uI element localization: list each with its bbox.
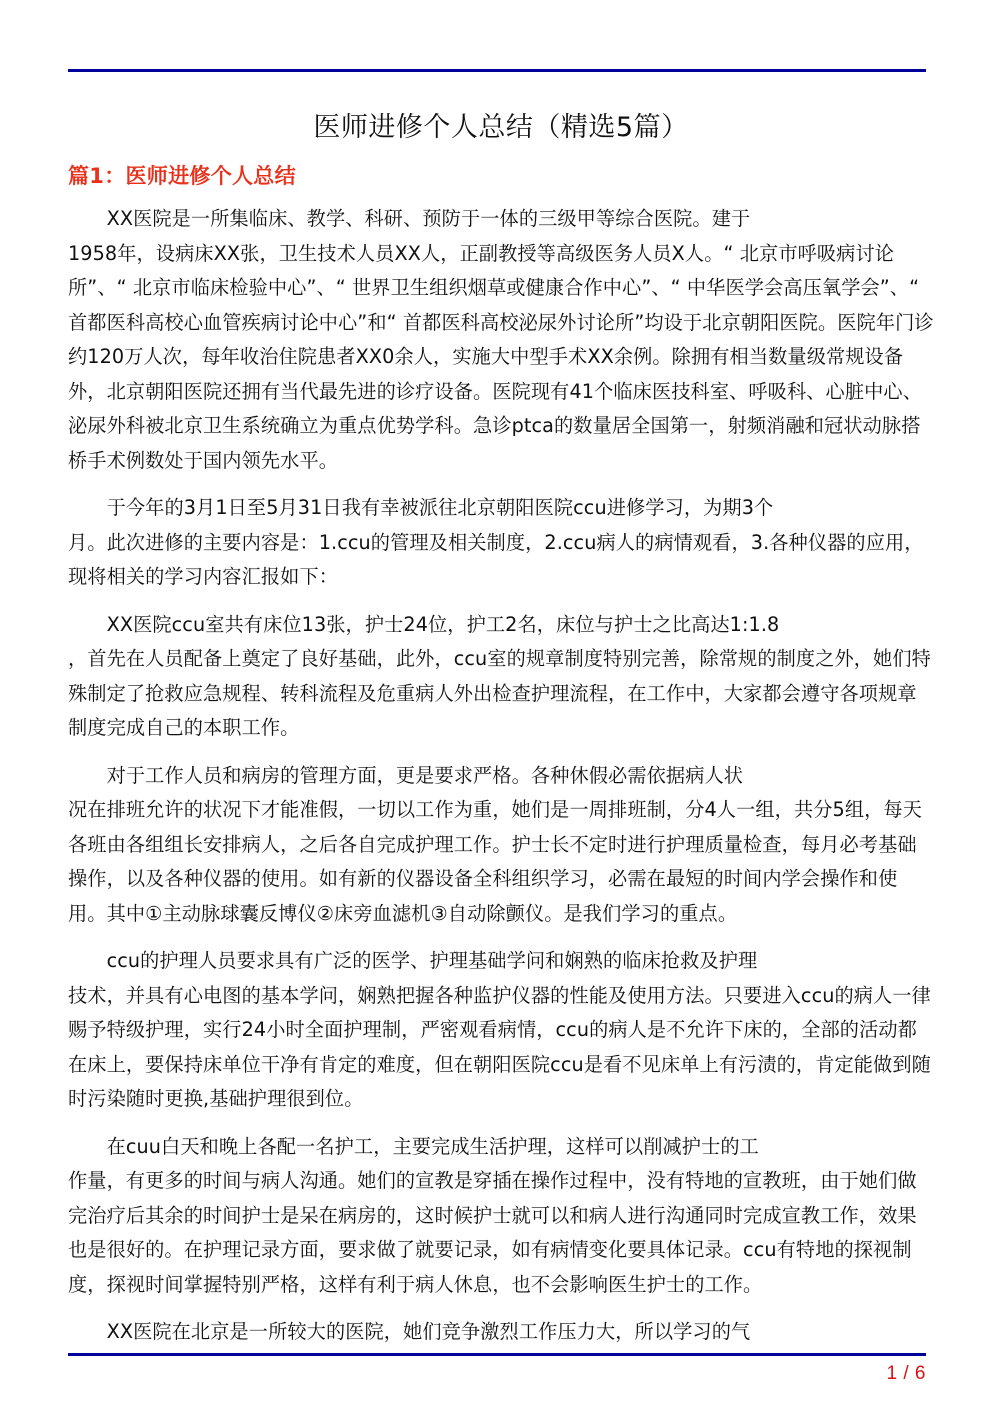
document-content xyxy=(68,108,934,1350)
paragraph-7 xyxy=(68,1315,934,1350)
paragraph-6 xyxy=(68,1130,934,1303)
paragraph-6-first-line: 在cuu白天和晚上各配一名护工，主要完成生活护理，这样可以削减护士的工 xyxy=(106,1134,759,1158)
header-rule xyxy=(68,69,926,72)
paragraph-6-body: 作量，有更多的时间与病人沟通。她们的宣教是穿插在操作过程中，没有特地的宣教班，由于她们做完治疗后其余的时间护士是呆在病房的，这时候护士就可以和病人进行沟通同时完成宣教工作，效果也是很好的。在护理记录方面，要求做了就要记录，如有病情变化要具体记录。ccu有特地的探视制度，探视时间掌握特别严格，这样有利于病人休息，也不会影响医生护士的工作。 xyxy=(68,1169,917,1296)
footer-rule xyxy=(68,1353,926,1356)
paragraph-2 xyxy=(68,491,934,595)
paragraph-2-body: 月。此次进修的主要内容是：1.ccu的管理及相关制度，2.ccu病人的病情观看，3.各种仪器的应用，现将相关的学习内容汇报如下： xyxy=(68,530,924,588)
paragraph-2-first-line: 于今年的3月1日至5月31日我有幸被派往北京朝阳医院ccu进修学习，为期3个 xyxy=(106,496,774,519)
page-number: 1 / 6 xyxy=(886,1363,926,1384)
paragraph-4 xyxy=(68,759,934,932)
paragraph-1-body: 1958年，设病床XX张，卫生技术人员XX人，正副教授等高级医务人员X人。“ 北京市呼吸病讨论所”、“ 北京市临床检验中心”、“ 世界卫生组织烟草或健康合作中心”、“ 中华医学会高压氧学会”、“ 首都医科高校心血管疾病讨论中心”和“ 首都医科高校泌尿外讨论所”均设于北京朝阳医院。医院年门诊约120万人次，每年收治住院患者XX0余人，实施大中型手术XX余例。除拥有相当数量级常规设备外，北京朝阳医院还拥有当代最先进的诊疗设备。医院现有41个临床医技科室、呼吸科、心脏中心、泌尿外科被北京卫生系统确立为重点优势学科。急诊ptca的数量居全国第一，射频消融和冠状动脉搭桥手术例数处于国内领先水平。 xyxy=(68,241,934,472)
paragraph-4-body: 况在排班允许的状况下才能准假，一切以工作为重，她们是一周排班制，分4人一组，共分5组，每天各班由各组组长安排病人，之后各自完成护理工作。护士长不定时进行护理质量检查，每月必考基础操作，以及各种仪器的使用。如有新的仪器设备全科组织学习，必需在最短的时间内学会操作和使用。其中①主动脉球囊反博仪②床旁血滤机③自动除颤仪。是我们学习的重点。 xyxy=(68,798,922,925)
paragraph-3 xyxy=(68,608,934,746)
section-heading: 篇1：医师进修个人总结 xyxy=(68,164,296,188)
paragraph-3-first-line: XX医院ccu室共有床位13张，护士24位，护工2名，床位与护士之比高达1:1.8 xyxy=(106,612,780,636)
paragraph-5 xyxy=(68,944,934,1117)
paragraph-4-first-line: 对于工作人员和病房的管理方面，更是要求严格。各种休假必需依据病人状 xyxy=(106,763,744,787)
paragraph-3-body: ，首先在人员配备上奠定了良好基础，此外，ccu室的规章制度特别完善，除常规的制度之外，她们特殊制定了抢救应急规程、转科流程及危重病人外出检查护理流程，在工作中，大家都会遵守各项规章制度完成自己的本职工作。 xyxy=(68,647,931,739)
page-title: 医师进修个人总结（精选5篇） xyxy=(313,112,689,143)
paragraph-5-first-line: ccu的护理人员要求具有广泛的医学、护理基础学问和娴熟的临床抢救及护理 xyxy=(106,949,758,972)
paragraph-5-body: 技术，并具有心电图的基本学问，娴熟把握各种监护仪器的性能及使用方法。只要进入ccu的病人一律赐予特级护理，实行24小时全面护理制，严密观看病情，ccu的病人是不允许下床的，全部的活动都在床上，要保持床单位干净有肯定的难度，但在朝阳医院ccu是看不见床单上有污渍的，肯定能做到随时污染随时更换,基础护理很到位。 xyxy=(68,983,931,1110)
paragraph-7-first-line: XX医院在北京是一所较大的医院，她们竞争激烈工作压力大，所以学习的气 xyxy=(106,1320,751,1343)
paragraph-1-first-line: XX医院是一所集临床、教学、科研、预防于一体的三级甲等综合医院。建于 xyxy=(106,207,751,230)
paragraph-1 xyxy=(68,202,934,478)
